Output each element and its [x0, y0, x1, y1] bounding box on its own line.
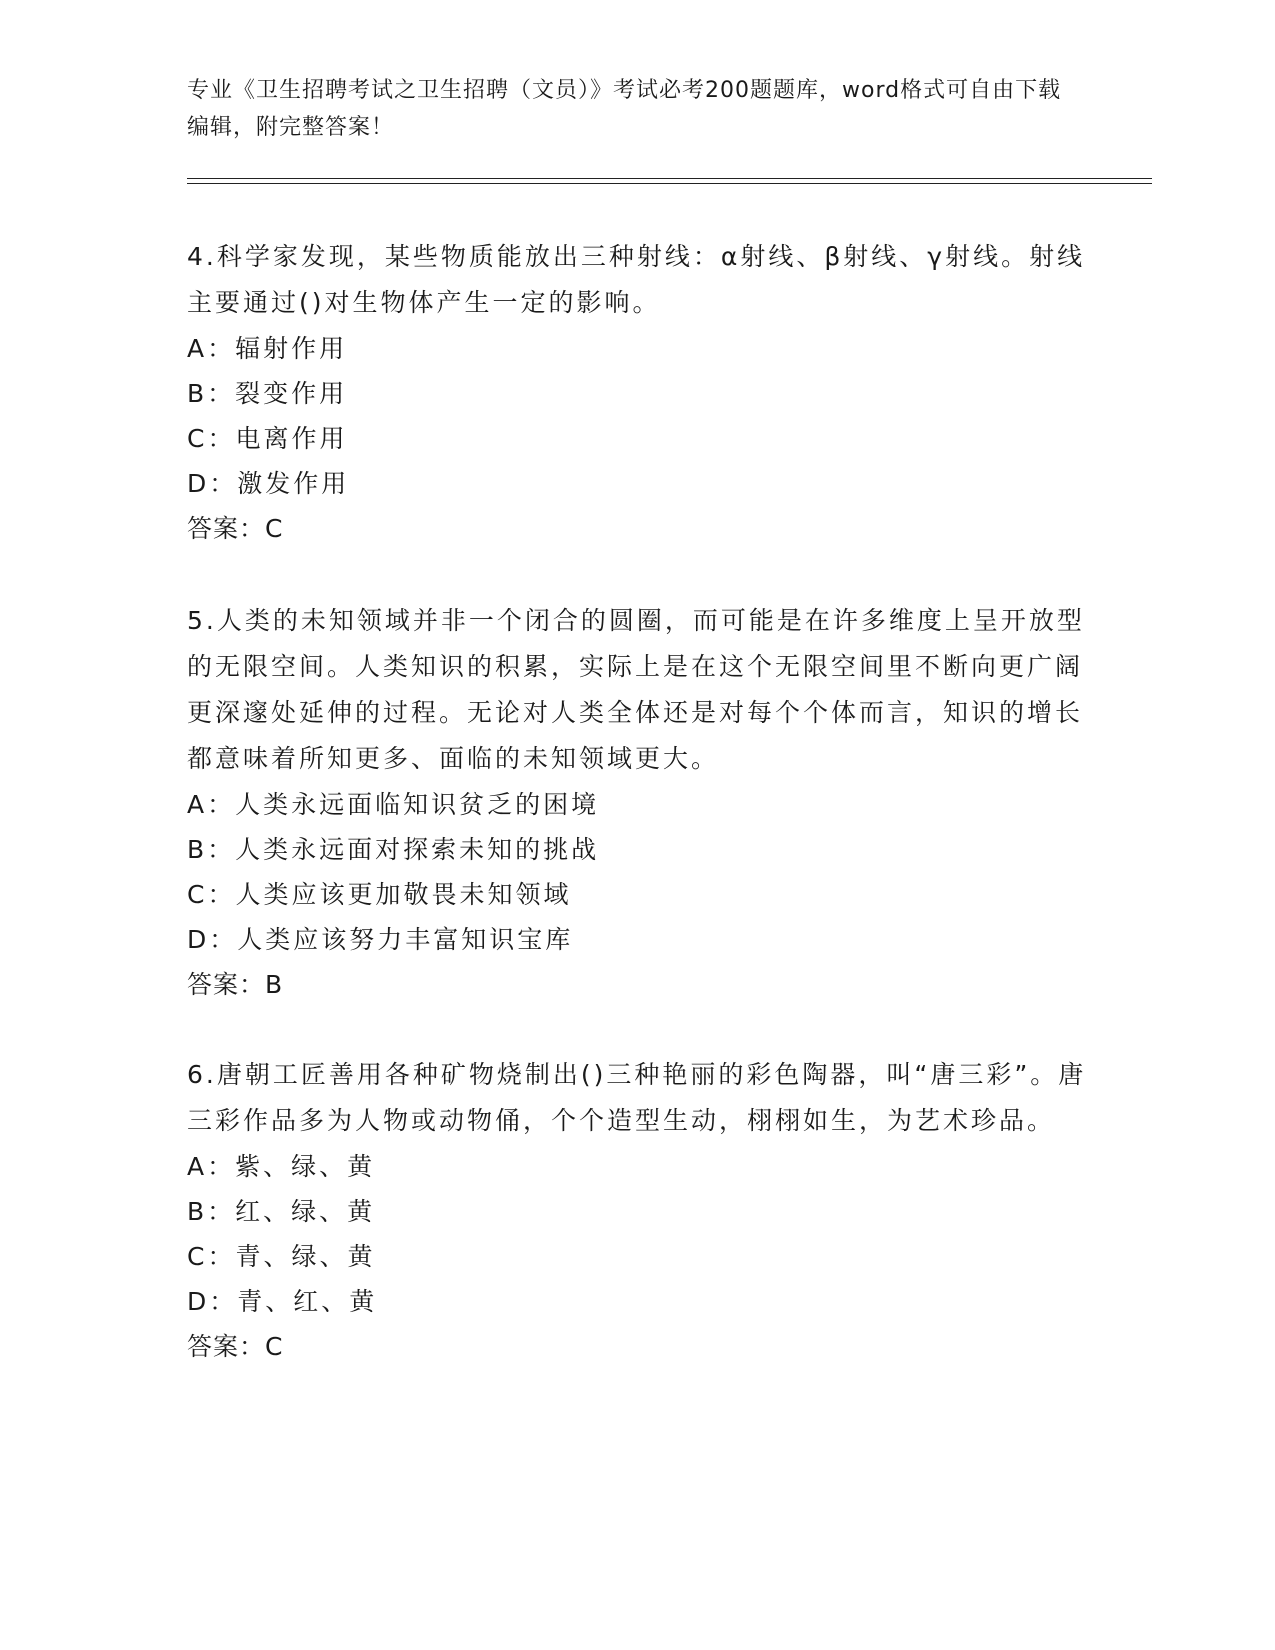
answer-label: 答案：B — [187, 970, 284, 999]
option-a: A：紫、绿、黄 — [187, 1152, 376, 1181]
answer-label: 答案：C — [187, 514, 284, 543]
option-a: A：人类永远面临知识贫乏的困境 — [187, 790, 600, 819]
document-header: 专业《卫生招聘考试之卫生招聘（文员）》考试必考200题题库，word格式可自由下载编辑，附完整答案！ — [187, 78, 1062, 140]
option-c: C：人类应该更加敬畏未知领域 — [187, 880, 572, 909]
option-b: B：红、绿、黄 — [187, 1197, 376, 1226]
option-d: D：人类应该努力丰富知识宝库 — [187, 925, 574, 954]
question-6 — [187, 1052, 1087, 1370]
option-b: B：裂变作用 — [187, 379, 348, 408]
answer-label: 答案：C — [187, 1332, 284, 1361]
header-divider-top — [187, 178, 1152, 179]
option-d: D：青、红、黄 — [187, 1287, 378, 1316]
option-d: D：激发作用 — [187, 469, 350, 498]
header-divider-bottom — [187, 183, 1152, 184]
question-stem: 4.科学家发现，某些物质能放出三种射线：α射线、β射线、γ射线。射线主要通过()对生物体产生一定的影响。 — [187, 242, 1086, 317]
option-c: C：电离作用 — [187, 424, 348, 453]
option-a: A：辐射作用 — [187, 334, 348, 363]
question-4 — [187, 234, 1087, 552]
option-b: B：人类永远面对探索未知的挑战 — [187, 835, 600, 864]
question-stem: 6.唐朝工匠善用各种矿物烧制出()三种艳丽的彩色陶器，叫“唐三彩”。唐三彩作品多为人物或动物俑，个个造型生动，栩栩如生，为艺术珍品。 — [187, 1060, 1087, 1135]
option-c: C：青、绿、黄 — [187, 1242, 376, 1271]
question-5 — [187, 598, 1087, 1008]
question-stem: 5.人类的未知领域并非一个闭合的圆圈，而可能是在许多维度上呈开放型的无限空间。人类知识的积累，实际上是在这个无限空间里不断向更广阔更深邃处延伸的过程。无论对人类全体还是对每个个体而言，知识的增长都意味着所知更多、面临的未知领域更大。 — [187, 606, 1085, 773]
